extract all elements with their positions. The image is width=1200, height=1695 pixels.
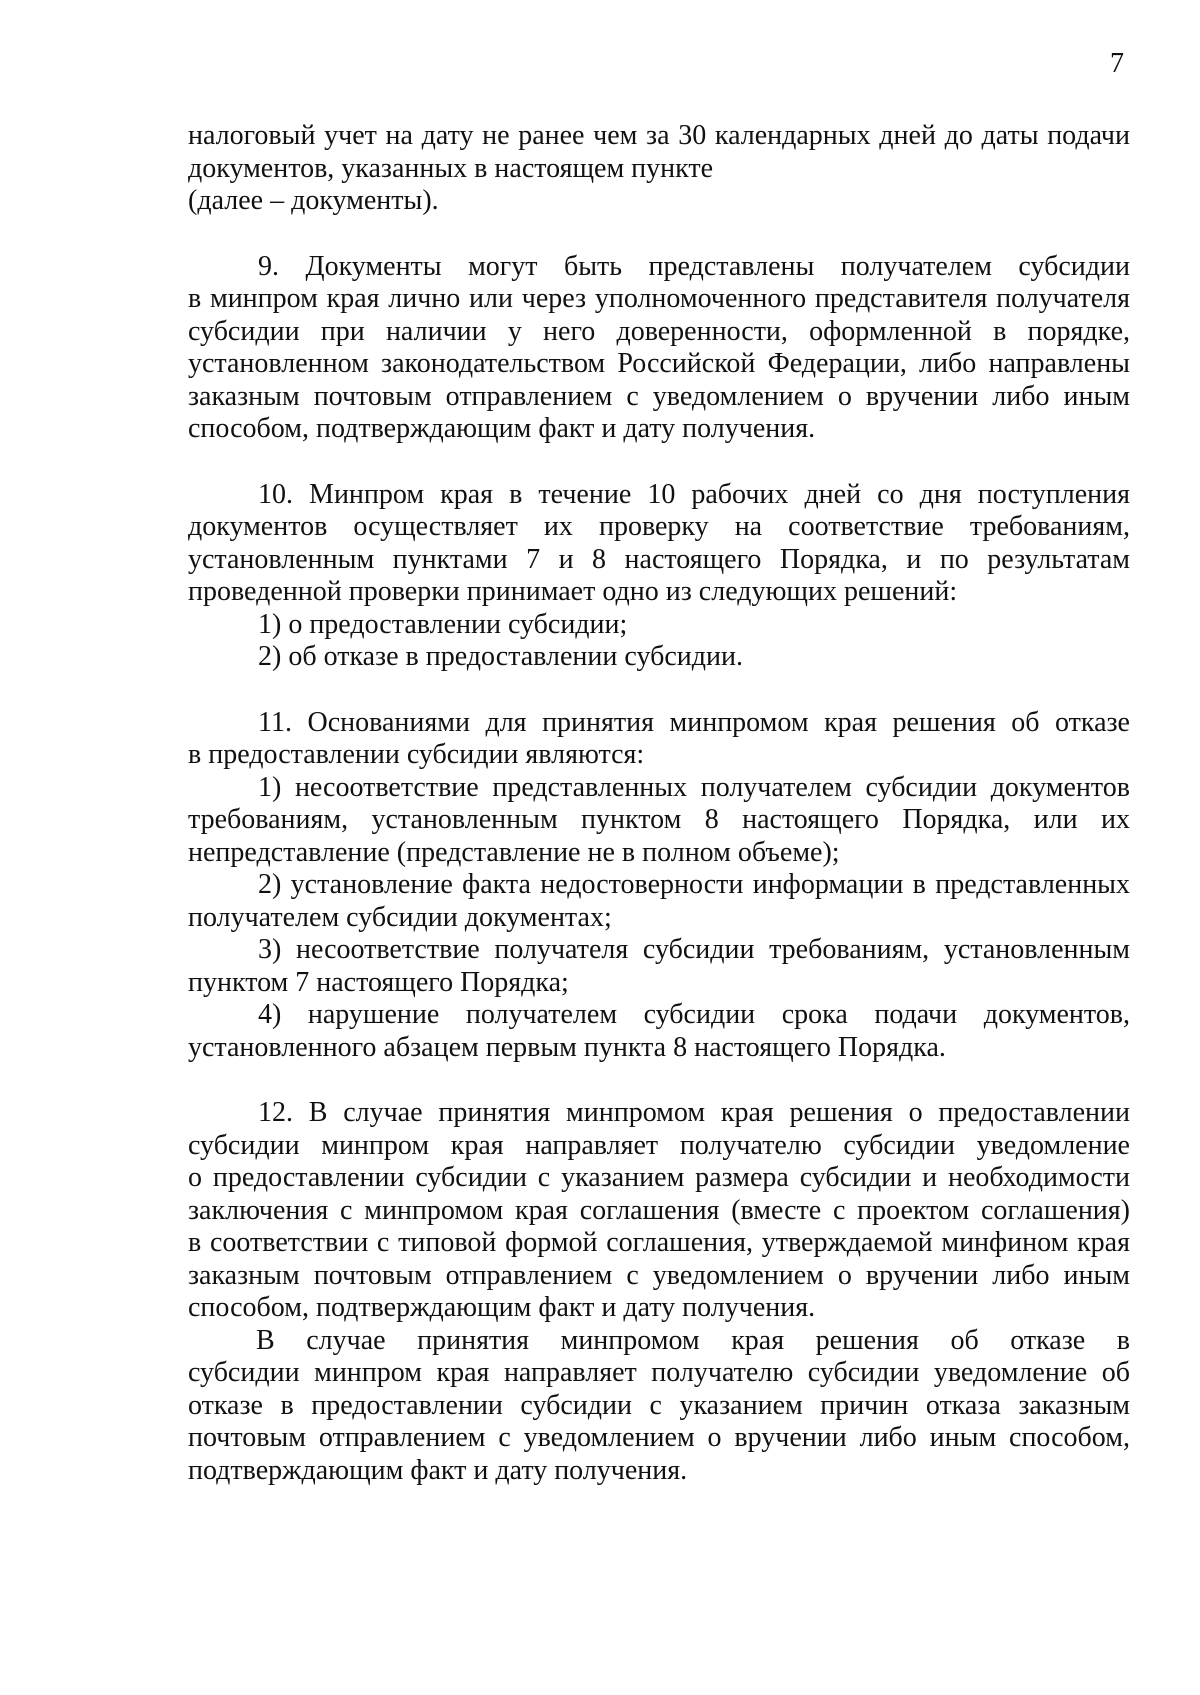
- text-line: в предоставлении субсидии являются:: [188, 739, 645, 770]
- text-line: способом, подтверждающим факт и дату получения.: [188, 1292, 816, 1323]
- text-line: субсидии при наличии у него доверенности, оформленной в порядке,: [188, 315, 1130, 347]
- text-line: установленном законодательством Российской Федерации, либо направлены: [188, 348, 1130, 379]
- text-line: субсидии минпром края направляет получателю субсидии уведомление: [188, 1129, 1130, 1161]
- paragraph-gap: [188, 218, 1130, 251]
- paragraph-continuation: [188, 120, 1130, 218]
- paragraph-gap: [188, 1064, 1130, 1097]
- list-item: 2) об отказе в предоставлении субсидии.: [258, 641, 743, 672]
- text-line: почтовым отправлением с уведомлением о вручении либо иным способом,: [188, 1422, 1130, 1453]
- paragraph-gap: [188, 674, 1130, 707]
- text-line: заключения с минпромом края соглашения (вместе с проектом соглашения): [188, 1194, 1130, 1226]
- text-line: получателем субсидии документах;: [188, 901, 612, 933]
- text-line: 12. В случае принятия минпромом края решения о предоставлении: [258, 1097, 1130, 1128]
- text-line: непредставление (представление не в полном объеме);: [188, 836, 840, 868]
- text-line: заказным почтовым отправлением с уведомлением о вручении либо иным: [188, 380, 1130, 412]
- page-number: 7: [1110, 48, 1124, 79]
- paragraph-11: [188, 707, 1130, 1065]
- paragraph-10: [188, 479, 1130, 674]
- text-line: В случае принятия минпромом края решения об отказе в: [256, 1324, 1130, 1356]
- text-line: проведенной проверки принимает одно из следующих решений:: [188, 576, 958, 607]
- list-item: 3) несоответствие получателя субсидии требованиям, установленным: [258, 934, 1130, 965]
- text-line: субсидии минпром края направляет получателю субсидии уведомление об: [188, 1357, 1130, 1388]
- document-body: [188, 120, 1130, 1487]
- list-item: 1) о предоставлении субсидии;: [258, 608, 628, 640]
- text-line: подтверждающим факт и дату получения.: [188, 1454, 688, 1486]
- text-line: требованиям, установленным пунктом 8 настоящего Порядка, или их: [188, 804, 1130, 835]
- text-line: способом, подтверждающим факт и дату получения.: [188, 413, 816, 444]
- text-line: заказным почтовым отправлением с уведомлением о вручении либо иным: [188, 1259, 1130, 1291]
- text-line: (далее – документы).: [188, 185, 439, 216]
- list-item: 1) несоответствие представленных получателем субсидии документов: [258, 771, 1130, 803]
- text-line: 11. Основаниями для принятия минпромом края решения об отказе: [258, 706, 1130, 738]
- text-line: о предоставлении субсидии с указанием размера субсидии и необходимости: [188, 1162, 1130, 1193]
- paragraph-gap: [188, 446, 1130, 479]
- list-item: 2) установление факта недостоверности информации в представленных: [258, 869, 1130, 900]
- text-line: в соответствии с типовой формой соглашения, утверждаемой минфином края: [188, 1227, 1130, 1258]
- text-line: пунктом 7 настоящего Порядка;: [188, 966, 569, 998]
- text-line: 10. Минпром края в течение 10 рабочих дней со дня поступления: [258, 478, 1130, 510]
- text-line: 9. Документы могут быть представлены получателем субсидии: [258, 250, 1130, 282]
- paragraph-12: [188, 1097, 1130, 1487]
- list-item: 4) нарушение получателем субсидии срока подачи документов,: [258, 999, 1130, 1030]
- text-line: установленного абзацем первым пункта 8 настоящего Порядка.: [188, 1031, 946, 1063]
- text-line: налоговый учет на дату не ранее чем за 30 календарных дней до даты подачи: [188, 120, 1130, 151]
- text-line: документов, указанных в настоящем пункте: [188, 152, 714, 184]
- text-line: в минпром края лично или через уполномоченного представителя получателя: [188, 283, 1130, 314]
- text-line: установленным пунктами 7 и 8 настоящего Порядка, и по результатам: [188, 543, 1130, 575]
- text-line: отказе в предоставлении субсидии с указанием причин отказа заказным: [188, 1389, 1130, 1421]
- paragraph-9: [188, 251, 1130, 446]
- text-line: документов осуществляет их проверку на соответствие требованиям,: [188, 511, 1130, 542]
